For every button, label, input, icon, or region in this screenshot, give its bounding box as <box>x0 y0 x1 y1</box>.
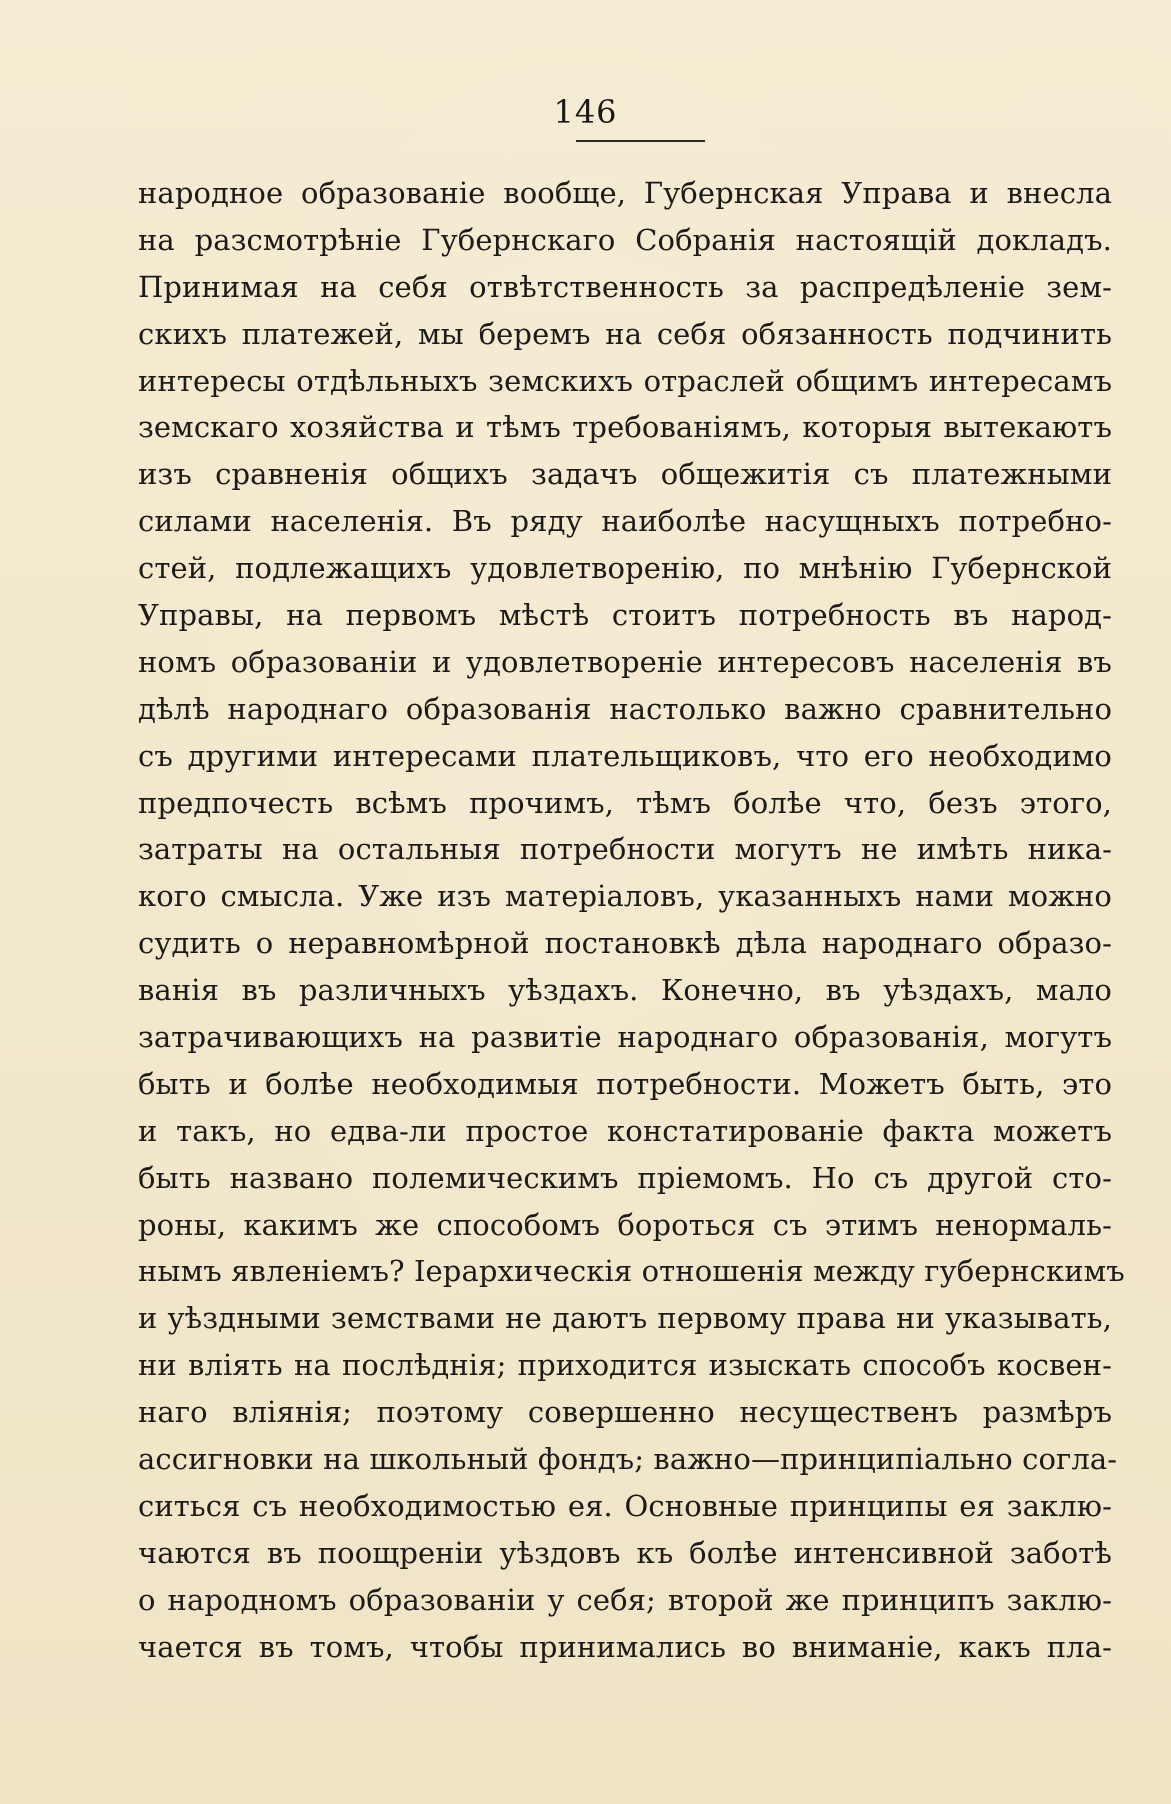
text-line: о народномъ образованіи у себя; второй же принципъ заклю- <box>138 1582 1112 1617</box>
page-number: 146 <box>553 93 618 131</box>
text-line: народное образованіе вообще, Губернская Управа и внесла <box>138 176 1112 210</box>
body-text <box>138 170 1125 1671</box>
text-line: предпочесть всѣмъ прочимъ, тѣмъ болѣе что, безъ этого, <box>138 785 1112 820</box>
text-line: роны, какимъ же способомъ бороться съ этимъ ненормаль- <box>138 1207 1112 1242</box>
text-line: ванія въ различныхъ уѣздахъ. Конечно, въ уѣздахъ, мало <box>138 973 1112 1008</box>
text-line: интересы отдѣльныхъ земскихъ отраслей общимъ интересамъ <box>138 363 1112 398</box>
text-line: и уѣздными земствами не даютъ первому права ни указывать, <box>138 1301 1112 1336</box>
text-line: и такъ, но едва-ли простое констатированіе факта можетъ <box>138 1113 1112 1148</box>
text-line: ситься съ необходимостью ея. Основные принципы ея заклю- <box>138 1488 1112 1523</box>
text-line: стей, подлежащихъ удовлетворенію, по мнѣнію Губернской <box>138 551 1112 586</box>
text-line: чаются въ поощреніи уѣздовъ къ болѣе интенсивной заботѣ <box>138 1535 1112 1570</box>
text-line: земскаго хозяйства и тѣмъ требованіямъ, которыя вытекаютъ <box>138 410 1112 445</box>
text-line: ассигновки на школьный фондъ; важно—принципіально согла- <box>138 1442 1118 1477</box>
text-line: быть названо полемическимъ пріемомъ. Но съ другой сто- <box>138 1160 1112 1195</box>
text-line: Принимая на себя отвѣтственность за распредѣленіе зем- <box>138 269 1112 304</box>
text-line: скихъ платежей, мы беремъ на себя обязанность подчинить <box>138 316 1112 351</box>
text-line: Управы, на первомъ мѣстѣ стоитъ потребность въ народ- <box>138 598 1112 633</box>
text-line: на разсмотрѣніе Губернскаго Собранія настоящій докладъ. <box>138 222 1112 257</box>
text-line: судить о неравномѣрной постановкѣ дѣла народнаго образо- <box>138 926 1112 961</box>
text-line: дѣлѣ народнаго образованія настолько важно сравнительно <box>138 691 1112 726</box>
header-rule <box>576 140 705 142</box>
text-line: съ другими интересами плательщиковъ, что его необходимо <box>138 738 1112 773</box>
text-line: изъ сравненія общихъ задачъ общежитія съ платежными <box>138 457 1112 492</box>
page-header <box>0 92 1171 132</box>
text-line: наго вліянія; поэтому совершенно несущественъ размѣръ <box>138 1395 1112 1430</box>
text-line: затрачивающихъ на развитіе народнаго образованія, могутъ <box>138 1020 1112 1055</box>
text-line: номъ образованіи и удовлетвореніе интересовъ населенія въ <box>138 644 1112 679</box>
text-line: кого смысла. Уже изъ матеріаловъ, указанныхъ нами можно <box>138 879 1112 914</box>
text-line: затраты на остальныя потребности могутъ не имѣть никa- <box>138 832 1112 867</box>
text-line: ни вліять на послѣднія; приходится изыскать способъ косвен- <box>138 1348 1112 1383</box>
text-line: силами населенія. Въ ряду наиболѣе насущныхъ потребно- <box>138 504 1112 539</box>
text-line: чается въ томъ, чтобы принимались во вниманіе, какъ пла- <box>138 1629 1112 1664</box>
text-line: нымъ явленіемъ? Іерархическія отношенія между губернскимъ <box>138 1254 1125 1289</box>
text-line: быть и болѣе необходимыя потребности. Можетъ быть, это <box>138 1066 1112 1101</box>
